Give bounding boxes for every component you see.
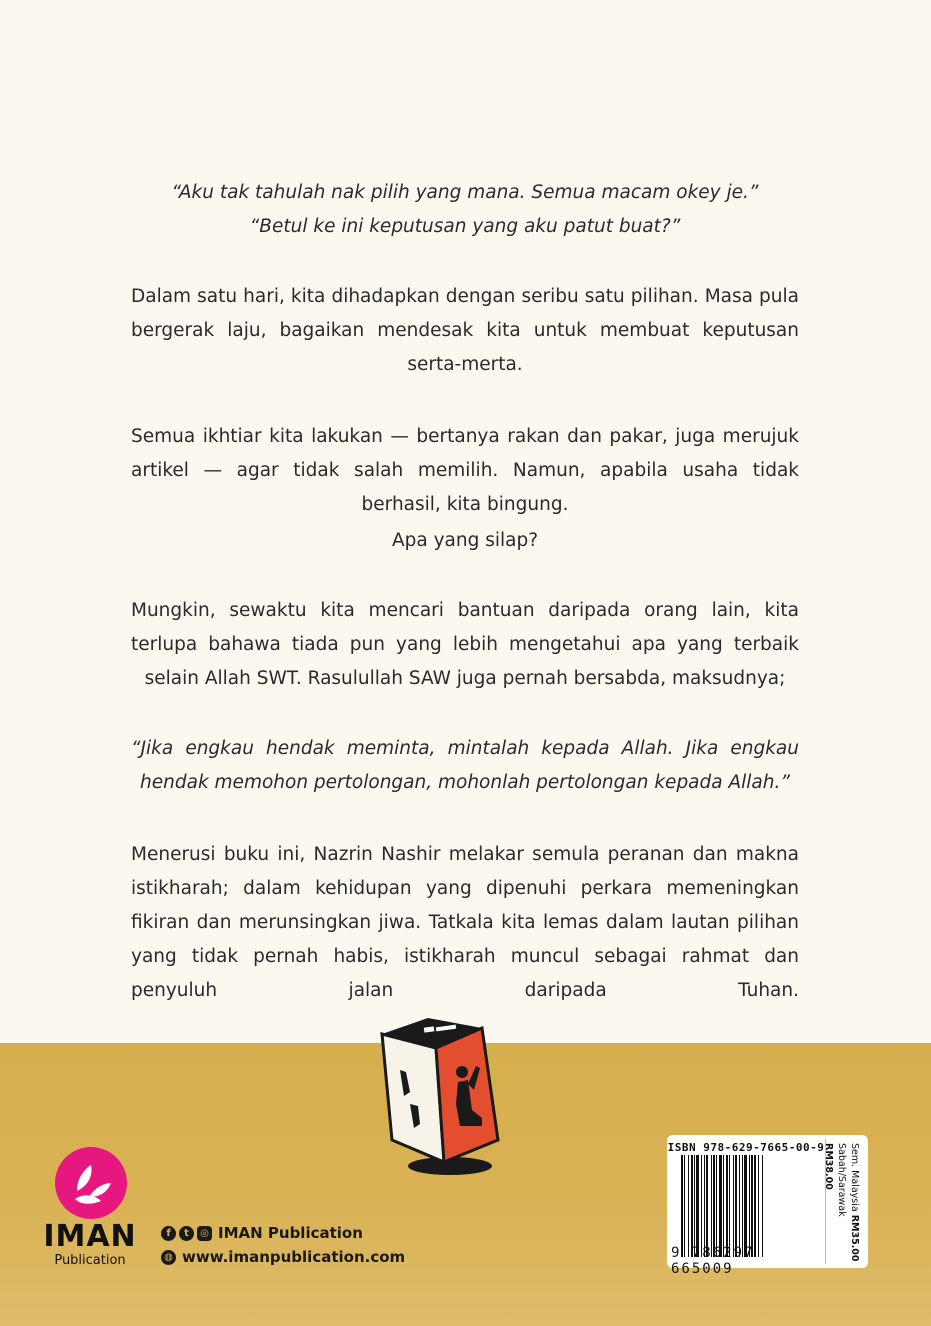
- barcode-bar: [691, 1155, 693, 1257]
- isbn-label: ISBN 978-629-7665-00-9: [667, 1141, 825, 1154]
- social-media-row: [161, 1222, 405, 1244]
- website-link[interactable]: www.imanpublication.com: [182, 1248, 406, 1266]
- globe-icon: ◍: [161, 1250, 176, 1265]
- price-region-2: Sabah/Sarawak: [836, 1143, 847, 1217]
- barcode-bar: [754, 1155, 756, 1257]
- barcode-bar: [751, 1155, 753, 1257]
- logo-wordmark: IMAN: [43, 1219, 137, 1254]
- paragraph-question: Apa yang silap?: [391, 530, 539, 551]
- barcode-bar: [704, 1155, 705, 1257]
- barcode-bar: [749, 1155, 750, 1257]
- barcode-bar: [694, 1155, 695, 1257]
- barcode-bar: [733, 1155, 734, 1257]
- opening-quote-line-2: “Betul ke ini keputusan yang aku patut buat?”: [249, 216, 681, 237]
- barcode-bar: [696, 1155, 699, 1257]
- iman-publication-logo: [38, 1147, 146, 1272]
- barcode-bar: [713, 1155, 715, 1257]
- barcode-bar: [726, 1155, 728, 1257]
- barcode-bar: [681, 1155, 683, 1257]
- price-value-2: RM38.00: [823, 1143, 834, 1190]
- barcode-bar: [744, 1155, 747, 1257]
- price-label: [825, 1143, 861, 1263]
- barcode-bar: [739, 1155, 740, 1257]
- publisher-contacts: [161, 1222, 405, 1268]
- barcode-bar: [742, 1155, 743, 1257]
- prayer-cube-illustration: [370, 1000, 530, 1180]
- paragraph-allah-knows: Mungkin, sewaktu kita mencari bantuan daripada orang lain, kita terlupa bahawa tiada pun yang lebih mengetahui apa yang terbaik selain Allah SWT. Rasulullah SAW juga pernah bersabda, maksudnya;: [131, 600, 799, 689]
- barcode-bar: [711, 1155, 712, 1257]
- barcode-bar: [735, 1155, 737, 1257]
- barcode-bar: [729, 1155, 730, 1257]
- barcode-number: 9 786297 665009: [671, 1245, 755, 1277]
- barcode-panel: [667, 1135, 868, 1277]
- barcode-bar: [706, 1155, 708, 1257]
- barcode-bar: [723, 1155, 724, 1257]
- barcode-bar: [688, 1155, 689, 1257]
- opening-quote-line-1: “Aku tak tahulah nak pilih yang mana. Semua macam okey je.”: [171, 182, 759, 203]
- barcode-bar: [758, 1155, 759, 1257]
- barcode-bar: [719, 1155, 722, 1257]
- social-handle: IMAN Publication: [218, 1224, 363, 1242]
- price-region-1: Sem. Malaysia: [849, 1143, 860, 1215]
- twitter-icon[interactable]: t: [179, 1226, 194, 1241]
- price-value-1: RM35.00: [849, 1214, 860, 1262]
- barcode-bar: [762, 1155, 763, 1257]
- barcode-bar: [716, 1155, 717, 1257]
- opening-quote: [131, 176, 799, 244]
- facebook-icon[interactable]: f: [161, 1226, 176, 1241]
- logo-subtitle: Publication: [54, 1253, 126, 1268]
- paragraph-choices: Dalam satu hari, kita dihadapkan dengan seribu satu pilihan. Masa pula bergerak laju, bagaikan mendesak kita untuk membuat keputusan serta-merta.: [131, 286, 799, 375]
- paragraph-effort: Semua ikhtiar kita lakukan — bertanya rakan dan pakar, juga merujuk artikel — agar tidak salah memilih. Namun, apabila usaha tidak berhasil, kita bingung.: [131, 426, 799, 515]
- barcode-bar: [701, 1155, 702, 1257]
- barcode-bar: [684, 1155, 685, 1257]
- website-row: [161, 1246, 405, 1268]
- logo-leaf-icon: [55, 1147, 127, 1219]
- barcode-bars: [679, 1155, 821, 1257]
- hadith-quote: “Jika engkau hendak meminta, mintalah kepada Allah. Jika engkau hendak memohon pertolongan, mohonlah pertolongan kepada Allah.”: [131, 738, 799, 793]
- paragraph-book-summary: Menerusi buku ini, Nazrin Nashir melakar semula peranan dan makna istikharah; dalam kehidupan yang dipenuhi perkara memeningkan fikiran dan merunsingkan jiwa. Tatkala kita lemas dalam lautan pilihan yang tidak pernah habis, istikharah muncul sebagai rahmat dan penyuluh jalan daripada Tuhan.: [131, 844, 799, 1001]
- instagram-icon[interactable]: ◎: [197, 1226, 212, 1241]
